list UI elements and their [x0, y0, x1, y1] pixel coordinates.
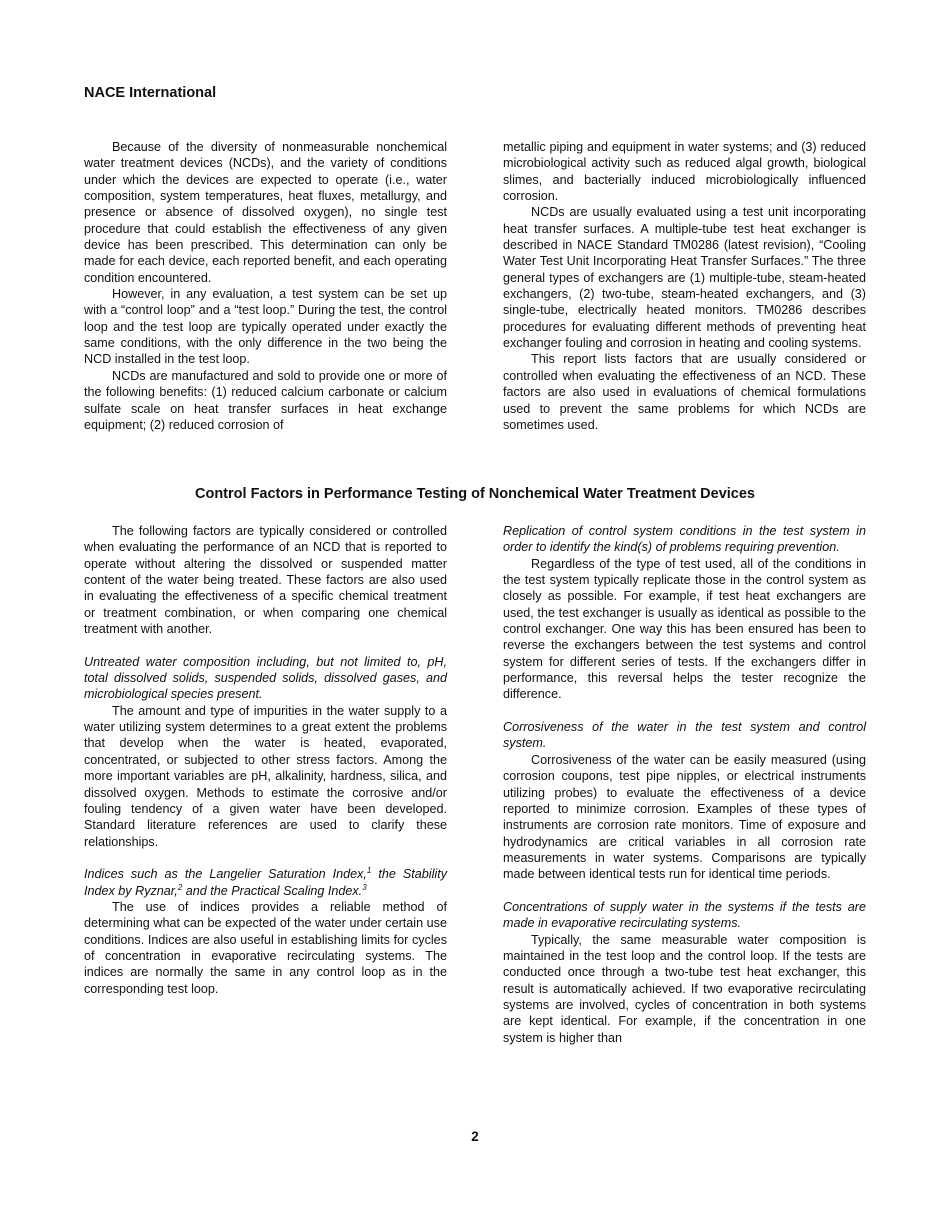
section-left-column: [84, 523, 447, 997]
factor-body-indices: The use of indices provides a reliable method of determining what can be expected of the water under certain use conditions. Indices are also useful in establishing limits for cycles of concentration in evaporative recirculating systems. The indices are normally the same in any control loop as in the corresponding test loop.: [84, 899, 447, 996]
page-number: 2: [471, 1129, 479, 1144]
footnote-ref-3: 3: [362, 882, 367, 892]
factor-body-concentrations: Typically, the same measurable water composition is maintained in the test loop and the control loop. If the tests are conducted once through a two-tube test heat exchanger, this result is automatically achieved. If two evaporative recirculating systems are involved, cycles of concentration in both systems are kept identical. For example, if the concentration in one system is higher than: [503, 932, 866, 1045]
factor-body-replication: Regardless of the type of test used, all of the conditions in the test system typically replicate those in the control system as closely as possible. For example, if test heat exchangers are used, the test exchanger is usually as identical as possible to the control exchanger. One way this has been ensured has been to reverse the exchangers between the test systems and control system for different series of tests. If the exchangers differ in performance, this reversal helps the tester recognize the difference.: [503, 556, 866, 702]
intro-paragraph-1: Because of the diversity of nonmeasurable nonchemical water treatment devices (NCDs), and the variety of conditions under which the devices are expected to operate (i.e., water composition, system temperatures, heat fluxes, metallurgy, and presence or absence of dissolved oxygen), no single test procedure that could establish the effectiveness of any given device has been prescribed. This determination can only be made for each device, each reported benefit, and each operating condition encountered.: [84, 140, 447, 285]
factor-body-corrosiveness: Corrosiveness of the water can be easily measured (using corrosion coupons, test pipe nipples, or electrical instruments utilizing probes) to evaluate the effectiveness of a device reported to minimize corrosion. Examples of these types of instruments are corrosion rate monitors. Time of exposure and hydrodynamics are critical variables in all corrosion rate measurements in water systems. Comparisons are typically made between identical tests run for identical time periods.: [503, 752, 866, 882]
section-intro-paragraph: The following factors are typically considered or controlled when evaluating the performance of an NCD that is reported to operate without altering the dissolved or suspended matter content of the water being treated. These factors are also used in evaluating the effectiveness of a specific chemical treatment or treatment combination, or when comparing one chemical treatment with another.: [84, 524, 447, 637]
intro-paragraph-4: NCDs are usually evaluated using a test unit incorporating heat transfer surfaces. A multiple-tube test heat exchanger is described in NACE Standard TM0286 (latest revision), “Cooling Water Test Unit Incorporating Heat Transfer Surfaces.” The three general types of exchangers are (1) multiple-tube, steam-heated exchangers, (2) two-tube, steam-heated exchangers, and (3) single-tube, electrically heated monitors. TM0286 describes procedures for evaluating different methods of preventing heat exchanger fouling and corrosion in heating and cooling systems.: [503, 205, 866, 351]
section-right-column: [503, 523, 866, 1046]
intro-paragraph-3: NCDs are manufactured and sold to provide one or more of the following benefits: (1) reduced calcium carbonate or calcium sulfate scale on heat transfer surfaces in heat exchange equipment; (2) reduced corrosion of: [84, 368, 447, 432]
factor-heading-water-composition: Untreated water composition including, but not limited to, pH, total dissolved solids, suspended solids, dissolved gases, and microbiological species present.: [84, 654, 447, 702]
intro-paragraph-2: However, in any evaluation, a test system can be set up with a “control loop” and a “test loop.” During the test, the control loop and the test loop are typically operated under exactly the same conditions, with the only difference in the two being the NCD installed in the test loop.: [84, 287, 447, 367]
intro-left-column: [84, 139, 447, 433]
factor-heading-indices: Indices such as the Langelier Saturation Index,$^1$ the Stability Index by Ryznar,$^2$ and the Practical Scaling Index.$^3$: [84, 866, 447, 898]
footnote-ref-2: 2: [177, 882, 183, 892]
factor-body-water-composition: The amount and type of impurities in the water supply to a water utilizing system determines to a great extent the problems that develop when the water is heated, evaporated, concentrated, or subjected to other stress factors. Among the more important variables are pH, alkalinity, hardness, silica, and dissolved oxygen. Methods to estimate the corrosive and/or fouling tendency of a given water have been developed. Standard literature references are used to clarify these relationships.: [84, 703, 447, 849]
intro-paragraph-5: This report lists factors that are usually considered or controlled when evaluating the effectiveness of an NCD. These factors are also used in evaluations of chemical formulations used to prevent the same problems for which NCDs are sometimes used.: [503, 352, 866, 432]
factor-heading-replication: Replication of control system conditions in the test system in order to identify the kind(s) of problems requiring prevention.: [503, 524, 866, 555]
factor-heading-concentrations: Concentrations of supply water in the systems if the tests are made in evaporative recirculating systems.: [503, 899, 866, 931]
section-title: Control Factors in Performance Testing of Nonchemical Water Treatment Devices: [195, 486, 755, 502]
intro-right-column: [503, 139, 866, 433]
running-header: NACE International: [84, 85, 217, 101]
factor-heading-corrosiveness: Corrosiveness of the water in the test system and control system.: [503, 720, 866, 751]
intro-continuation: metallic piping and equipment in water systems; and (3) reduced microbiological activity such as reduced algal growth, biological slimes, and bacterially induced microbiologically influenced corrosion.: [503, 140, 866, 204]
footnote-ref-1: 1: [366, 866, 372, 876]
